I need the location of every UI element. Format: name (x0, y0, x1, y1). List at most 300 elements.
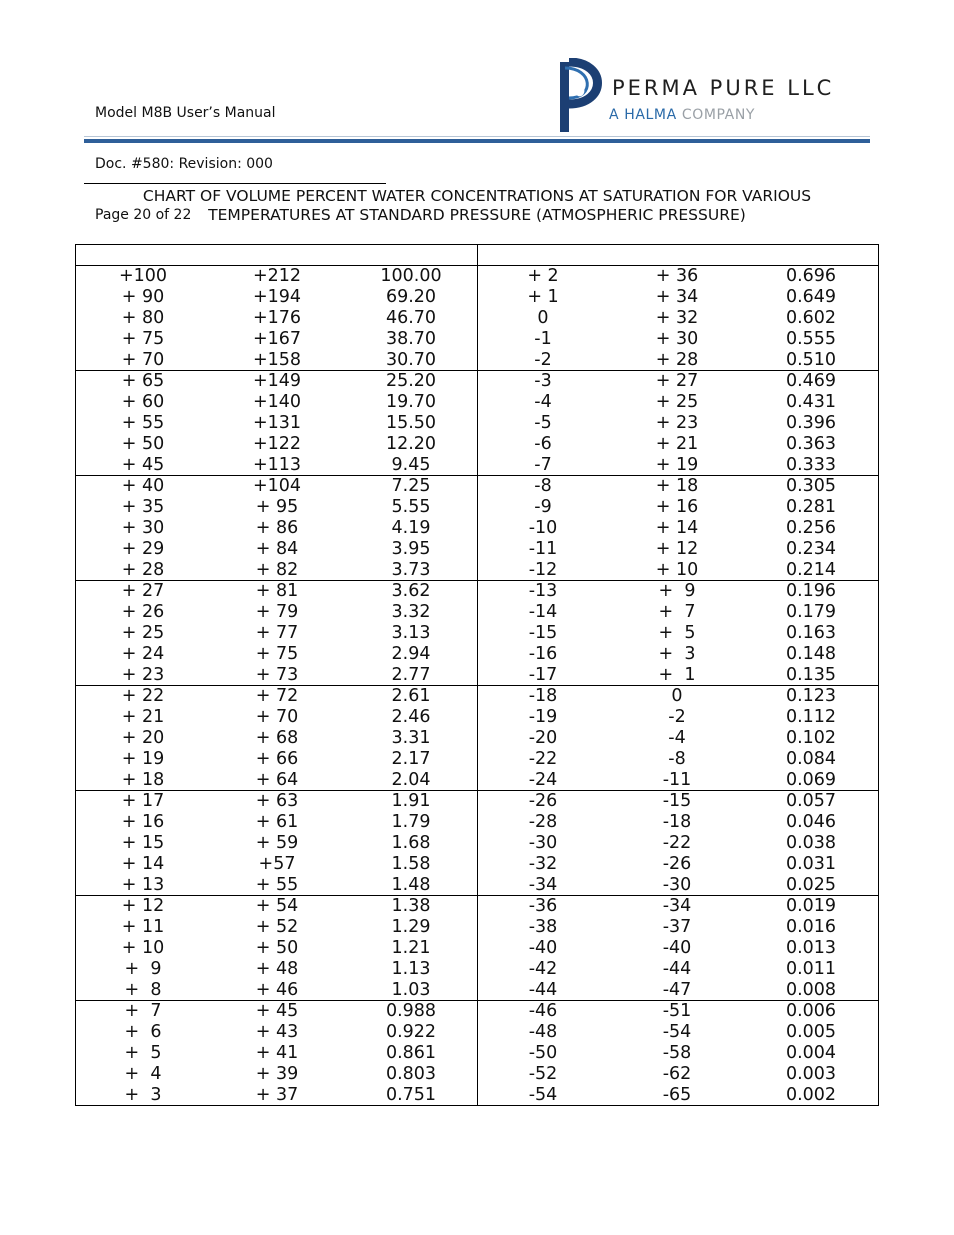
table-cell: +212 (252, 266, 302, 286)
table-cell: -65 (662, 1085, 692, 1105)
table-cell: -16 (528, 644, 558, 664)
table-cell: -4 (668, 728, 686, 748)
table-row (76, 539, 878, 560)
table-cell: + 48 (255, 959, 299, 979)
table-cell: 0.281 (785, 497, 837, 517)
table-row (76, 875, 878, 896)
table-cell: -42 (528, 959, 558, 979)
table-cell: 0.005 (785, 1022, 837, 1042)
table-cell: + 34 (655, 287, 699, 307)
table-cell: -19 (528, 707, 558, 727)
table-cell: 0.112 (785, 707, 837, 727)
company-logo (555, 58, 855, 134)
table-cell: +131 (252, 413, 302, 433)
table-row (76, 686, 878, 707)
table-row (76, 728, 878, 749)
table-cell: 0.163 (785, 623, 837, 643)
table-cell: -8 (668, 749, 686, 769)
table-cell: + 7 (124, 1001, 162, 1021)
table-cell: 7.25 (391, 476, 431, 496)
table-cell: + 75 (255, 644, 299, 664)
table-row (76, 581, 878, 602)
table-row (76, 329, 878, 350)
table-row (76, 623, 878, 644)
table-cell: -40 (528, 938, 558, 958)
table-row (76, 749, 878, 770)
table-cell: 0.135 (785, 665, 837, 685)
table-cell: 1.38 (391, 896, 431, 916)
table-cell: 1.13 (391, 959, 431, 979)
table-cell: + 63 (255, 791, 299, 811)
table-cell: 2.61 (391, 686, 431, 706)
table-cell: 30.70 (385, 350, 437, 370)
table-cell: + 68 (255, 728, 299, 748)
table-cell: 0.696 (785, 266, 837, 286)
table-cell: + 25 (121, 623, 165, 643)
table-cell: + 12 (121, 896, 165, 916)
table-cell: + 50 (255, 938, 299, 958)
header-rule (84, 139, 870, 143)
table-cell: 0.196 (785, 581, 837, 601)
table-cell: +158 (252, 350, 302, 370)
table-cell: + 28 (121, 560, 165, 580)
table-cell: + 13 (121, 875, 165, 895)
table-cell: -11 (528, 539, 558, 559)
table-cell: 1.79 (391, 812, 431, 832)
table-row (76, 476, 878, 497)
table-cell: 0.649 (785, 287, 837, 307)
table-row-group (76, 266, 878, 371)
table-cell: 12.20 (385, 434, 437, 454)
table-cell: 0.006 (785, 1001, 837, 1021)
table-cell: -1 (534, 329, 552, 349)
table-cell: 46.70 (385, 308, 437, 328)
table-row (76, 371, 878, 392)
table-cell: + 54 (255, 896, 299, 916)
table-cell: 5.55 (391, 497, 431, 517)
doc-number-line: Doc. #580: Revision: 000 (95, 156, 273, 172)
table-cell: -20 (528, 728, 558, 748)
table-cell: -5 (534, 413, 552, 433)
table-cell: -6 (534, 434, 552, 454)
table-cell: 0.002 (785, 1085, 837, 1105)
table-cell: 1.58 (391, 854, 431, 874)
table-cell: 2.77 (391, 665, 431, 685)
table-cell: -26 (662, 854, 692, 874)
table-cell: -62 (662, 1064, 692, 1084)
table-cell: 0.305 (785, 476, 837, 496)
table-cell: 0.102 (785, 728, 837, 748)
table-cell: -28 (528, 812, 558, 832)
table-cell: + 9 (658, 581, 696, 601)
table-cell: + 55 (255, 875, 299, 895)
table-cell: 0.988 (385, 1001, 437, 1021)
table-cell: + 10 (121, 938, 165, 958)
table-cell: + 45 (121, 455, 165, 475)
table-row (76, 518, 878, 539)
logo-tagline-halma: A HALMA (609, 107, 682, 123)
table-row (76, 350, 878, 371)
table-cell: +100 (118, 266, 168, 286)
table-row (76, 1064, 878, 1085)
header-rule-thin (84, 136, 870, 137)
table-cell: + 36 (655, 266, 699, 286)
table-cell: + 23 (121, 665, 165, 685)
table-row-group (76, 685, 878, 791)
table-cell: -52 (528, 1064, 558, 1084)
table-cell: + 82 (255, 560, 299, 580)
table-cell: 0.922 (385, 1022, 437, 1042)
table-cell: -58 (662, 1043, 692, 1063)
table-cell: + 18 (655, 476, 699, 496)
table-row (76, 938, 878, 959)
table-cell: 2.46 (391, 707, 431, 727)
table-cell: -34 (662, 896, 692, 916)
table-cell: + 90 (121, 287, 165, 307)
table-cell: 0.510 (785, 350, 837, 370)
table-row (76, 980, 878, 1001)
table-cell: 0.803 (385, 1064, 437, 1084)
table-cell: -30 (662, 875, 692, 895)
table-cell: 0.148 (785, 644, 837, 664)
table-cell: -3 (534, 371, 552, 391)
table-cell: + 1 (527, 287, 559, 307)
table-cell: + 23 (655, 413, 699, 433)
table-row (76, 833, 878, 854)
table-row (76, 812, 878, 833)
table-row-group (76, 580, 878, 686)
table-cell: 0.013 (785, 938, 837, 958)
table-cell: 100.00 (380, 266, 442, 286)
table-cell: -54 (662, 1022, 692, 1042)
table-cell: + 80 (121, 308, 165, 328)
table-cell: + 2 (527, 266, 559, 286)
table-cell: -18 (662, 812, 692, 832)
table-cell: + 50 (121, 434, 165, 454)
table-cell: + 16 (121, 812, 165, 832)
table-cell: -38 (528, 917, 558, 937)
table-row (76, 1085, 878, 1106)
table-cell: + 86 (255, 518, 299, 538)
table-row (76, 791, 878, 812)
logo-tagline (609, 107, 755, 123)
table-cell: 0.031 (785, 854, 837, 874)
table-cell: 4.19 (391, 518, 431, 538)
table-cell: + 11 (121, 917, 165, 937)
table-cell: + 3 (658, 644, 696, 664)
table-cell: -46 (528, 1001, 558, 1021)
table-cell: 15.50 (385, 413, 437, 433)
table-cell: + 70 (255, 707, 299, 727)
table-row (76, 854, 878, 875)
table-cell: +194 (252, 287, 302, 307)
table-cell: 0.363 (785, 434, 837, 454)
table-cell: 0.555 (785, 329, 837, 349)
table-cell: 3.73 (391, 560, 431, 580)
table-cell: +176 (252, 308, 302, 328)
table-cell: 3.13 (391, 623, 431, 643)
table-cell: 38.70 (385, 329, 437, 349)
table-cell: + 20 (121, 728, 165, 748)
table-cell: -34 (528, 875, 558, 895)
table-cell: 0.179 (785, 602, 837, 622)
table-cell: + 15 (121, 833, 165, 853)
table-cell: -2 (534, 350, 552, 370)
table-cell: -17 (528, 665, 558, 685)
table-cell: + 55 (121, 413, 165, 433)
table-cell: -15 (528, 623, 558, 643)
table-cell: 3.32 (391, 602, 431, 622)
table-cell: + 61 (255, 812, 299, 832)
table-cell: + 14 (655, 518, 699, 538)
doc-page-line: Page 20 of 22 (95, 207, 192, 223)
table-cell: + 66 (255, 749, 299, 769)
logo-tagline-company: COMPANY (681, 107, 756, 123)
table-cell: 0.008 (785, 980, 837, 1000)
table-cell: 0.431 (785, 392, 837, 412)
table-row (76, 770, 878, 791)
table-cell: + 6 (124, 1022, 162, 1042)
table-cell: 0 (537, 308, 549, 328)
table-cell: 0.016 (785, 917, 837, 937)
table-row-group (76, 1000, 878, 1106)
table-cell: 9.45 (391, 455, 431, 475)
table-row-group (76, 475, 878, 581)
table-cell: 0.003 (785, 1064, 837, 1084)
table-cell: 2.94 (391, 644, 431, 664)
table-cell: + 40 (121, 476, 165, 496)
table-cell: + 75 (121, 329, 165, 349)
table-cell: 2.04 (391, 770, 431, 790)
table-cell: 0.046 (785, 812, 837, 832)
table-cell: +113 (252, 455, 302, 475)
table-cell: + 26 (121, 602, 165, 622)
table-cell: -24 (528, 770, 558, 790)
table-cell: -7 (534, 455, 552, 475)
table-cell: -22 (662, 833, 692, 853)
table-cell: 19.70 (385, 392, 437, 412)
table-cell: -47 (662, 980, 692, 1000)
table-row (76, 917, 878, 938)
table-cell: + 64 (255, 770, 299, 790)
table-cell: 0.084 (785, 749, 837, 769)
table-cell: -14 (528, 602, 558, 622)
table-cell: + 32 (655, 308, 699, 328)
table-cell: + 35 (121, 497, 165, 517)
logo-company-name: PERMA PURE LLC (612, 76, 835, 100)
table-row (76, 707, 878, 728)
table-cell: -54 (528, 1085, 558, 1105)
table-cell: 0.214 (785, 560, 837, 580)
table-cell: 1.29 (391, 917, 431, 937)
table-cell: + 19 (655, 455, 699, 475)
table-cell: + 5 (124, 1043, 162, 1063)
table-cell: + 46 (255, 980, 299, 1000)
table-cell: + 73 (255, 665, 299, 685)
table-cell: + 21 (655, 434, 699, 454)
table-cell: + 14 (121, 854, 165, 874)
table-cell: 69.20 (385, 287, 437, 307)
table-row (76, 392, 878, 413)
table-cell: + 1 (658, 665, 696, 685)
table-row (76, 644, 878, 665)
table-cell: 0.234 (785, 539, 837, 559)
table-cell: -50 (528, 1043, 558, 1063)
table-cell: -32 (528, 854, 558, 874)
table-cell: -36 (528, 896, 558, 916)
table-cell: -44 (528, 980, 558, 1000)
table-row (76, 602, 878, 623)
table-cell: +57 (258, 854, 296, 874)
table-row-group (76, 370, 878, 476)
table-cell: 3.62 (391, 581, 431, 601)
table-cell: + 45 (255, 1001, 299, 1021)
table-cell: +104 (252, 476, 302, 496)
table-cell: 1.91 (391, 791, 431, 811)
table-row (76, 1022, 878, 1043)
table-cell: 1.68 (391, 833, 431, 853)
table-row (76, 497, 878, 518)
table-cell: + 37 (255, 1085, 299, 1105)
table-cell: 2.17 (391, 749, 431, 769)
table-cell: + 5 (658, 623, 696, 643)
table-cell: + 60 (121, 392, 165, 412)
saturation-table (75, 244, 879, 1106)
table-cell: + 30 (655, 329, 699, 349)
table-cell: 1.48 (391, 875, 431, 895)
table-cell: + 9 (124, 959, 162, 979)
table-cell: 0.011 (785, 959, 837, 979)
table-cell: 0.333 (785, 455, 837, 475)
table-cell: 0.123 (785, 686, 837, 706)
table-cell: 1.03 (391, 980, 431, 1000)
table-cell: + 24 (121, 644, 165, 664)
table-cell: 0 (671, 686, 683, 706)
doc-model-line: Model M8B User’s Manual (95, 105, 276, 121)
table-cell: +140 (252, 392, 302, 412)
table-row (76, 455, 878, 476)
table-cell: + 30 (121, 518, 165, 538)
table-cell: + 81 (255, 581, 299, 601)
table-row-group (76, 895, 878, 1001)
table-cell: -13 (528, 581, 558, 601)
table-cell: + 70 (121, 350, 165, 370)
table-row (76, 413, 878, 434)
table-cell: +167 (252, 329, 302, 349)
table-cell: -9 (534, 497, 552, 517)
table-row (76, 287, 878, 308)
table-row (76, 1001, 878, 1022)
table-cell: + 84 (255, 539, 299, 559)
table-cell: + 79 (255, 602, 299, 622)
table-cell: 3.95 (391, 539, 431, 559)
table-cell: 0.004 (785, 1043, 837, 1063)
table-cell: 0.069 (785, 770, 837, 790)
table-cell: -26 (528, 791, 558, 811)
table-cell: -11 (662, 770, 692, 790)
table-cell: + 77 (255, 623, 299, 643)
table-row (76, 959, 878, 980)
table-row (76, 266, 878, 287)
table-cell: -48 (528, 1022, 558, 1042)
table-cell: + 59 (255, 833, 299, 853)
table-cell: 0.602 (785, 308, 837, 328)
table-row-group (76, 790, 878, 896)
table-cell: 0.469 (785, 371, 837, 391)
table-cell: + 39 (255, 1064, 299, 1084)
table-cell: 1.21 (391, 938, 431, 958)
table-cell: 25.20 (385, 371, 437, 391)
table-cell: 0.057 (785, 791, 837, 811)
table-row (76, 1043, 878, 1064)
table-cell: -30 (528, 833, 558, 853)
table-cell: 0.861 (385, 1043, 437, 1063)
table-cell: + 21 (121, 707, 165, 727)
table-cell: -51 (662, 1001, 692, 1021)
table-cell: + 10 (655, 560, 699, 580)
table-cell: + 27 (655, 371, 699, 391)
perma-pure-logo-icon (555, 58, 607, 134)
table-cell: +122 (252, 434, 302, 454)
table-cell: 0.396 (785, 413, 837, 433)
table-cell: + 43 (255, 1022, 299, 1042)
table-cell: -40 (662, 938, 692, 958)
table-cell: + 52 (255, 917, 299, 937)
table-cell: + 65 (121, 371, 165, 391)
section-rule (84, 183, 386, 184)
table-cell: -4 (534, 392, 552, 412)
table-cell: + 27 (121, 581, 165, 601)
table-cell: + 29 (121, 539, 165, 559)
table-cell: +149 (252, 371, 302, 391)
table-cell: -18 (528, 686, 558, 706)
table-cell: + 17 (121, 791, 165, 811)
table-row (76, 308, 878, 329)
table-cell: -22 (528, 749, 558, 769)
table-cell: -2 (668, 707, 686, 727)
table-cell: + 4 (124, 1064, 162, 1084)
table-cell: + 72 (255, 686, 299, 706)
table-cell: -37 (662, 917, 692, 937)
table-cell: -15 (662, 791, 692, 811)
table-cell: 3.31 (391, 728, 431, 748)
table-cell: + 19 (121, 749, 165, 769)
table-row (76, 560, 878, 581)
table-cell: + 18 (121, 770, 165, 790)
table-cell: 0.751 (385, 1085, 437, 1105)
table-cell: 0.025 (785, 875, 837, 895)
table-cell: + 7 (658, 602, 696, 622)
table-cell: + 25 (655, 392, 699, 412)
table-row (76, 665, 878, 686)
table-cell: 0.256 (785, 518, 837, 538)
table-cell: -44 (662, 959, 692, 979)
table-cell: -12 (528, 560, 558, 580)
table-row (76, 896, 878, 917)
table-cell: 0.038 (785, 833, 837, 853)
table-cell: + 22 (121, 686, 165, 706)
table-cell: -8 (534, 476, 552, 496)
table-cell: + 95 (255, 497, 299, 517)
table-cell: 0.019 (785, 896, 837, 916)
chart-title: CHART OF VOLUME PERCENT WATER CONCENTRATIONS AT SATURATION FOR VARIOUS TEMPERATURES AT STANDARD PRESSURE (ATMOSPHERIC PRESSURE) (142, 187, 812, 224)
table-cell: + 12 (655, 539, 699, 559)
table-cell: + 28 (655, 350, 699, 370)
table-cell: + 8 (124, 980, 162, 1000)
table-row (76, 434, 878, 455)
table-cell: + 16 (655, 497, 699, 517)
table-cell: + 41 (255, 1043, 299, 1063)
